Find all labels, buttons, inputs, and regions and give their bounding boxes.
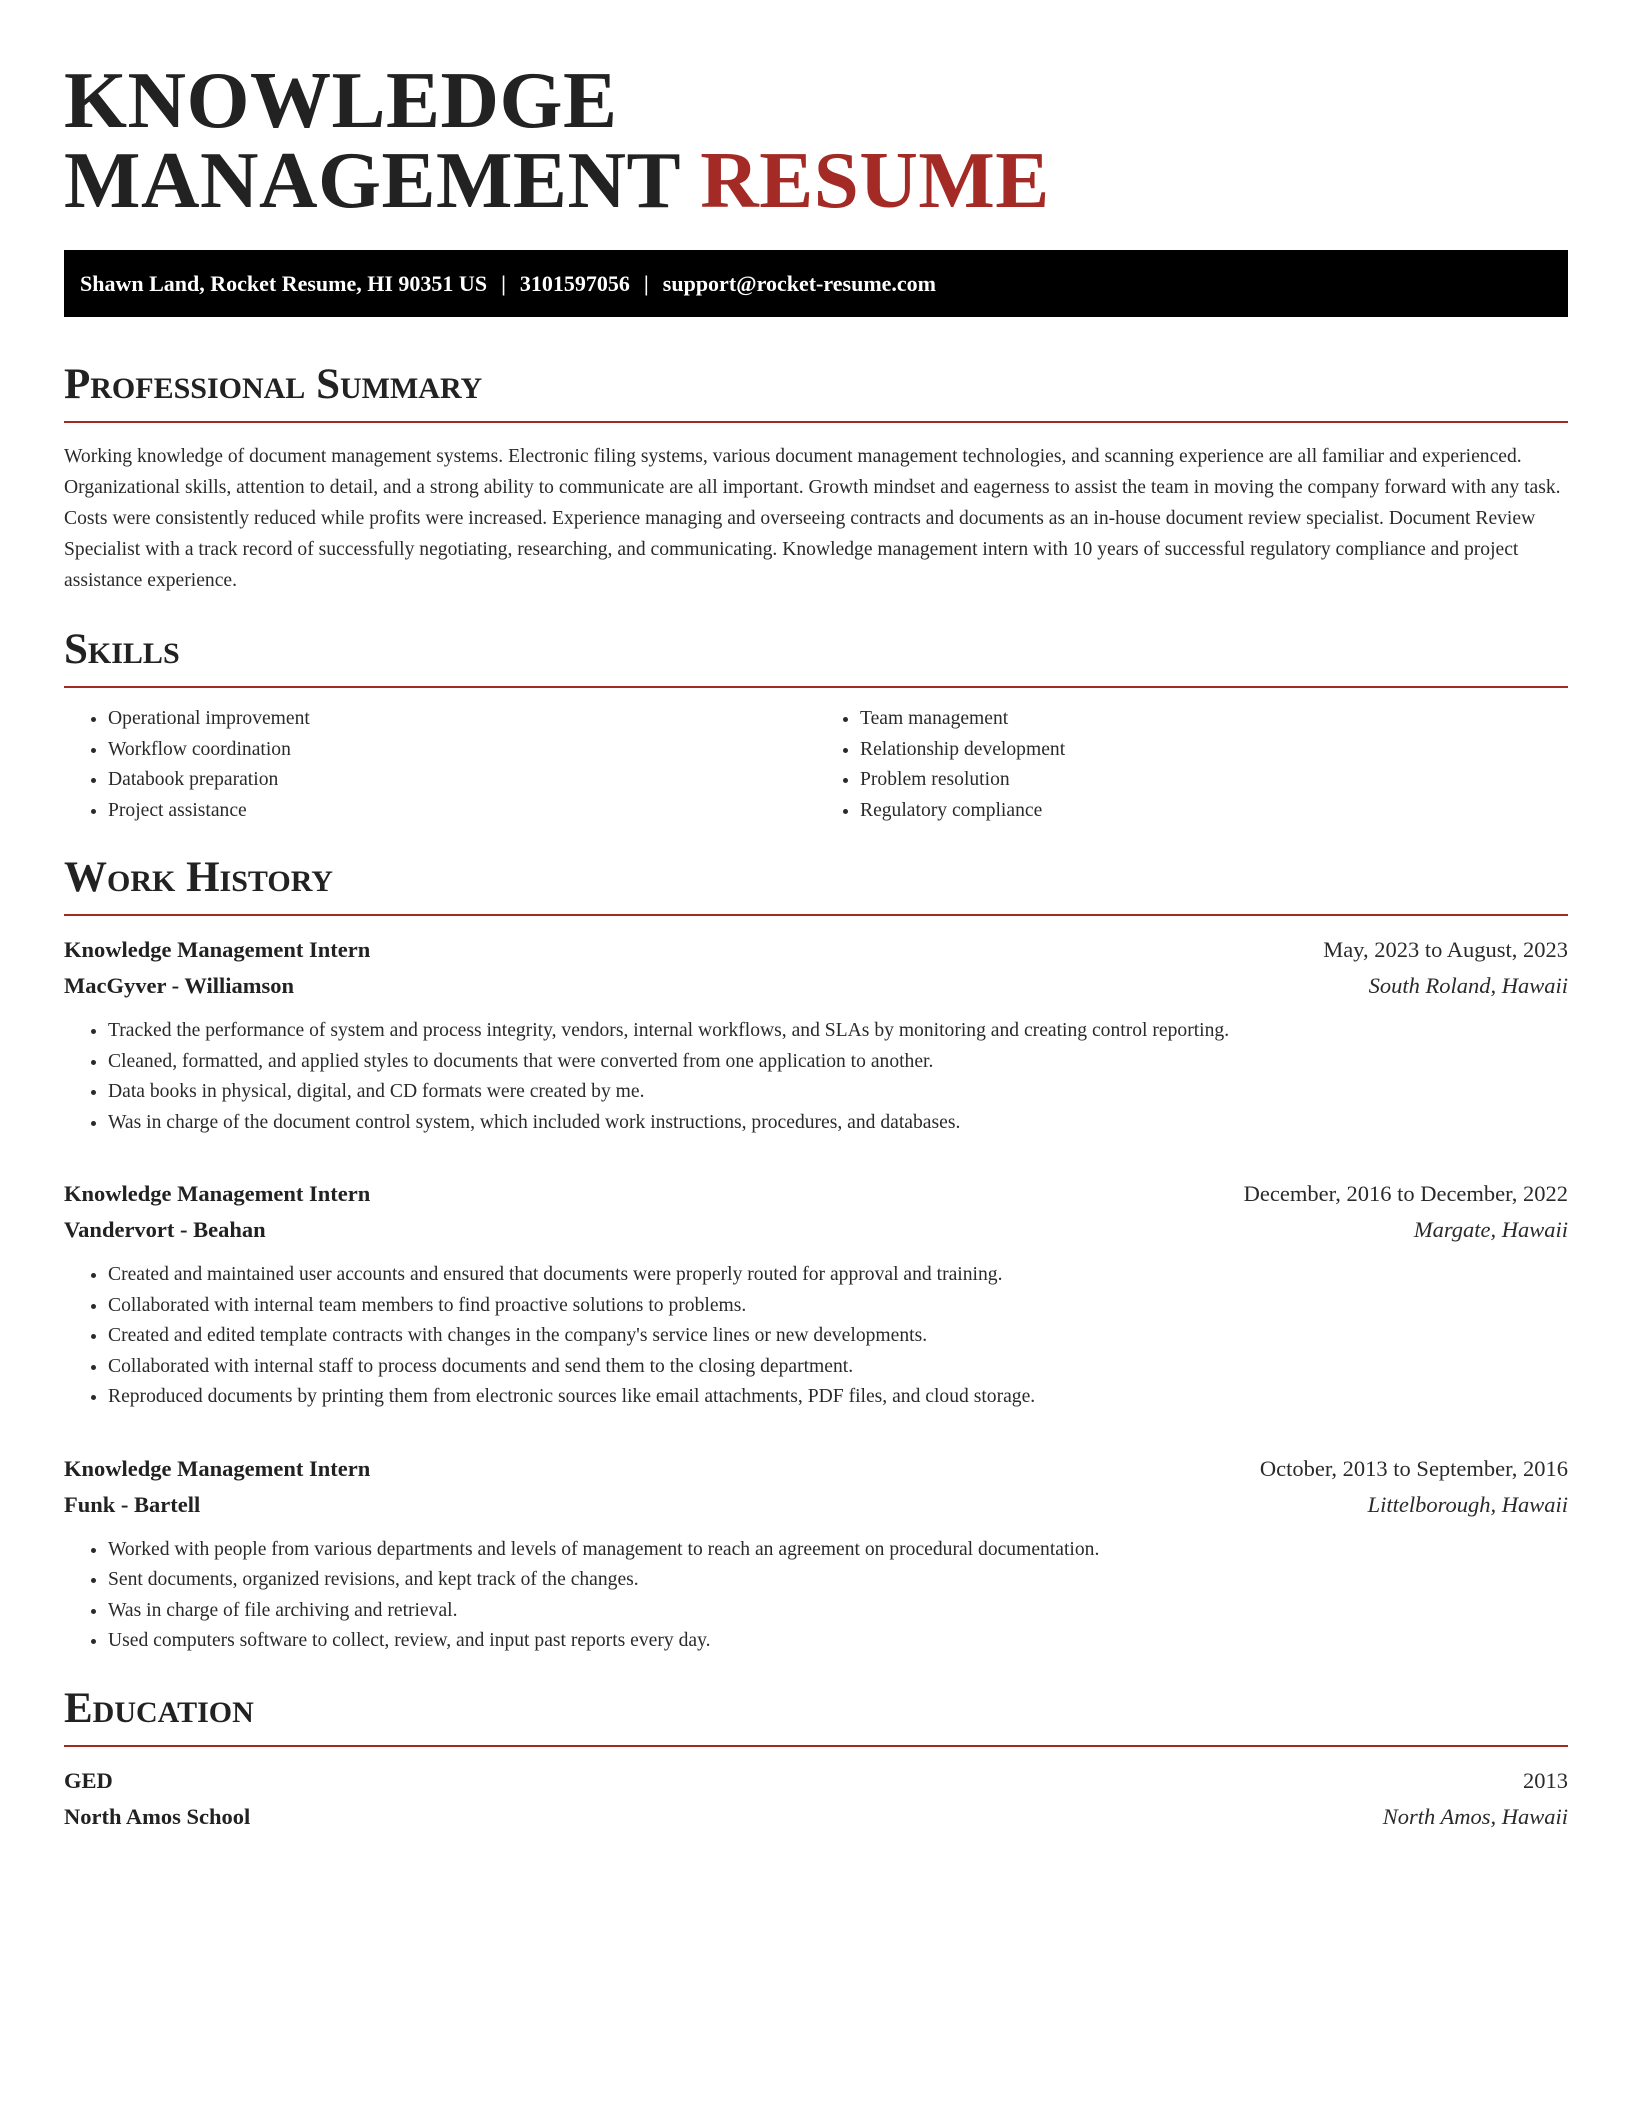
contact-separator: | (501, 270, 506, 296)
job-header-row (64, 1451, 1568, 1487)
contact-email: support@rocket-resume.com (662, 270, 936, 296)
duty-item: • Was in charge of the document control system, which included work instructions, procedures, and databases. (108, 1108, 1568, 1139)
duty-item: • Created and edited template contracts with changes in the company's service lines or new developments. (108, 1321, 1568, 1352)
education-degree-row (64, 1763, 1568, 1799)
work-history-section (64, 854, 1568, 1657)
job-entry (64, 1451, 1568, 1657)
skills-section (64, 626, 1568, 826)
skill-item: • Project assistance (108, 796, 816, 827)
education-section (64, 1685, 1568, 1835)
summary-text: Working knowledge of document management systems. Electronic filing systems, various document management technologies, and scanning experience are all familiar and experienced. Organizational skills, attention to detail, and a strong ability to communicate are all important. Growth mindset and eagerness to assist the team in moving the company forward with any task. Costs were consistently reduced while profits were increased. Experience managing and overseeing contracts and documents as an in-house document review specialist. Document Review Specialist with a track record of successfully negotiating, researching, and communicating. Knowledge management intern with 10 years of successful regulatory compliance and project assistance experience. (64, 446, 1561, 591)
skill-item: • Operational improvement (108, 704, 816, 735)
education-location: North Amos, Hawaii (1382, 1803, 1568, 1829)
job-header-row (64, 1176, 1568, 1212)
education-school-row (64, 1799, 1568, 1835)
title-accent: RESUME (700, 135, 1050, 225)
skill-item: • Problem resolution (860, 765, 1568, 796)
duty-item: • Collaborated with internal team members to find proactive solutions to problems. (108, 1291, 1568, 1322)
education-heading: Education (64, 1685, 1568, 1747)
summary-section (64, 361, 1568, 596)
skills-column-left (64, 704, 816, 826)
duty-item: • Worked with people from various departments and levels of management to reach an agreement on procedural documentation. (108, 1535, 1568, 1566)
skills-heading: Skills (64, 626, 1568, 688)
job-title: Knowledge Management Intern (64, 1181, 371, 1206)
job-header-row (64, 932, 1568, 968)
job-location: Littelborough, Hawaii (1367, 1491, 1568, 1517)
skill-item: • Databook preparation (108, 765, 816, 796)
job-dates: October, 2013 to September, 2016 (1259, 1455, 1568, 1481)
job-company-row (64, 968, 1568, 1004)
contact-separator: | (643, 270, 649, 296)
job-duties (64, 1535, 1568, 1657)
job-company: MacGyver - Williamson (64, 973, 294, 998)
skill-item: • Workflow coordination (108, 735, 816, 766)
title-line-2: MANAGEMENT (64, 135, 680, 225)
skill-item: • Relationship development (860, 735, 1568, 766)
job-dates: December, 2016 to December, 2022 (1243, 1181, 1568, 1206)
duty-item: • Created and maintained user accounts and ensured that documents were properly routed for approval and training. (108, 1260, 1568, 1291)
job-company-row (64, 1487, 1568, 1523)
education-entry (64, 1763, 1568, 1835)
resume-title (64, 55, 1568, 225)
duty-item: • Reproduced documents by printing them from electronic sources like email attachments, PDF files, and cloud storage. (108, 1382, 1568, 1413)
contact-phone: 3101597056 (519, 270, 630, 296)
job-title: Knowledge Management Intern (64, 937, 371, 962)
job-company: Vandervort - Beahan (64, 1217, 266, 1242)
skills-column-right (816, 704, 1568, 826)
work-history-heading: Work History (64, 854, 1568, 916)
job-duties (64, 1016, 1568, 1138)
skill-item: • Regulatory compliance (860, 796, 1568, 827)
duty-item: • Used computers software to collect, review, and input past reports every day. (108, 1626, 1568, 1657)
duty-item: • Collaborated with internal staff to process documents and send them to the closing department. (108, 1352, 1568, 1383)
contact-address: Shawn Land, Rocket Resume, HI 90351 US (80, 270, 488, 296)
job-duties (64, 1260, 1568, 1413)
job-location: Margate, Hawaii (1413, 1217, 1568, 1242)
duty-item: • Sent documents, organized revisions, and kept track of the changes. (108, 1565, 1568, 1596)
summary-heading: Professional Summary (64, 361, 1568, 423)
contact-bar (64, 250, 1568, 317)
job-entry (64, 932, 1568, 1138)
skill-item: • Team management (860, 704, 1568, 735)
job-title: Knowledge Management Intern (64, 1455, 371, 1481)
skills-list (64, 704, 1568, 826)
title-line-1: KNOWLEDGE (64, 55, 618, 145)
duty-item: • Cleaned, formatted, and applied styles to documents that were converted from one application to another. (108, 1047, 1568, 1078)
duty-item: • Tracked the performance of system and process integrity, vendors, internal workflows, and SLAs by monitoring and creating control reporting. (108, 1016, 1568, 1047)
education-degree: GED (64, 1767, 113, 1793)
education-year: 2013 (1523, 1767, 1568, 1793)
duty-item: • Data books in physical, digital, and CD formats were created by me. (108, 1077, 1568, 1108)
job-dates: May, 2023 to August, 2023 (1323, 937, 1568, 962)
job-entry (64, 1176, 1568, 1413)
job-company-row (64, 1212, 1568, 1248)
job-location: South Roland, Hawaii (1368, 973, 1568, 998)
job-company: Funk - Bartell (64, 1491, 201, 1517)
duty-item: • Was in charge of file archiving and retrieval. (108, 1596, 1568, 1627)
education-school: North Amos School (64, 1803, 251, 1829)
